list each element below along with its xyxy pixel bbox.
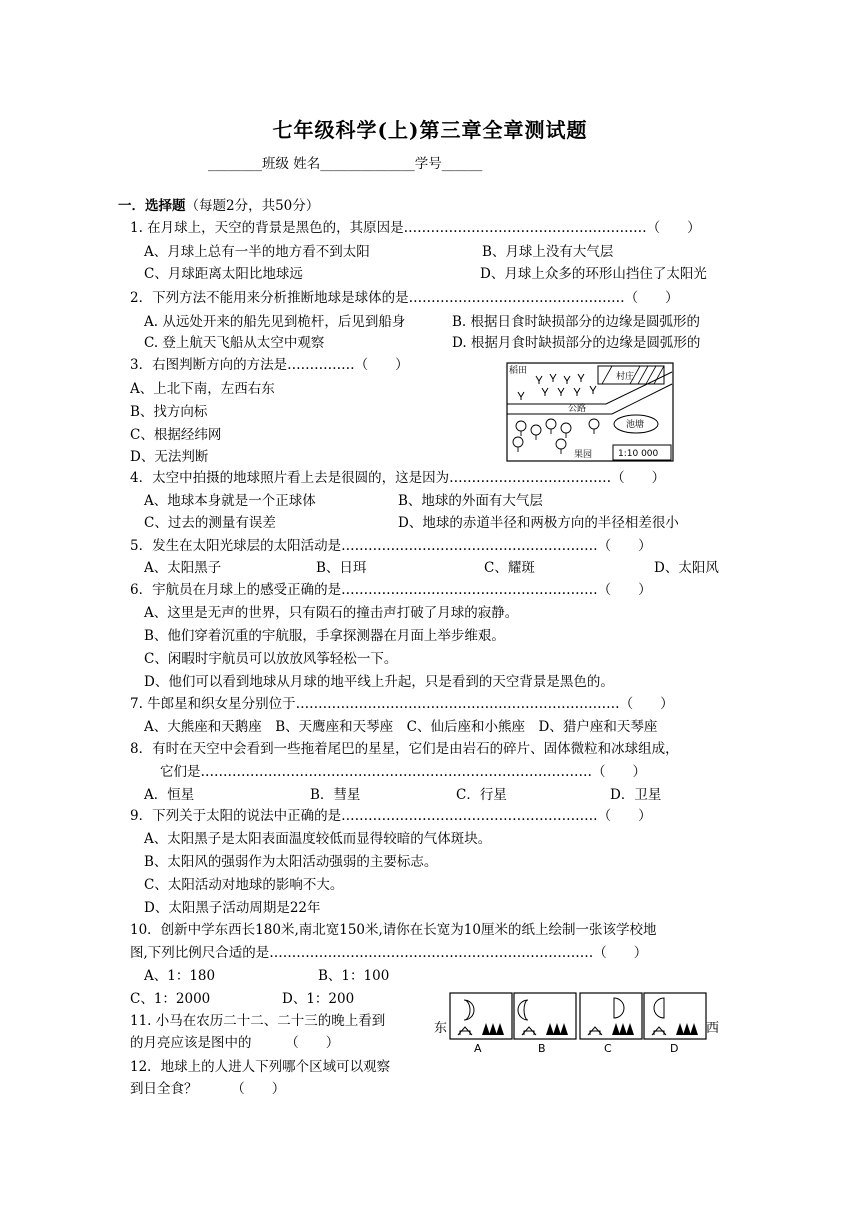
- q5-option-c: C、耀斑: [484, 560, 535, 576]
- section-heading: [118, 197, 319, 215]
- q4-option-a: A、地球本身就是一个正球体: [144, 493, 316, 509]
- label-west: 西: [706, 1021, 720, 1036]
- q3-option-a: A、上北下南，左西右东: [130, 381, 275, 397]
- q4-option-c: C、过去的测量有误差: [144, 515, 276, 531]
- q3-option-b: B、找方向标: [130, 404, 208, 420]
- q5-option-d: D、太阳风: [654, 560, 719, 576]
- q6-option-d: D、他们可以看到地球从月球的地平线上升起，只是看到的天空背景是黑色的。: [144, 674, 614, 690]
- map-figure: [506, 362, 674, 462]
- q1-option-b: B、月球上没有大气层: [482, 244, 614, 260]
- q3-option-c: C、根据经纬网: [130, 427, 222, 443]
- moon-panel-d: [644, 993, 706, 1055]
- q10-option-d: D、1：200: [282, 991, 355, 1007]
- moon-panel-b: [514, 993, 576, 1055]
- question-12: 12．地球上的人进人下列哪个区域可以观察: [130, 1059, 391, 1075]
- question-7: 7. 牛郎星和织女星分别位于………………………………………………………………（ ）: [130, 696, 674, 712]
- question-9: 9．下列关于太阳的说法中正确的是…………………………………………………（ ）: [130, 808, 652, 824]
- question-11: 11. 小马在农历二十二、二十三的晚上看到: [130, 1013, 386, 1029]
- panel-label-b: B: [538, 1042, 546, 1055]
- question-12-cont: 到日全食？ （ ）: [130, 1081, 286, 1097]
- q2-option-a: A. 从远处开来的船先见到桅杆，后见到船身: [144, 314, 406, 330]
- question-5: 5．发生在太阳光球层的太阳活动是…………………………………………………（ ）: [130, 538, 652, 554]
- moon-panel-c: [580, 993, 642, 1055]
- map-label-pond: 池塘: [626, 420, 645, 430]
- question-8-cont: 它们是……………………………………………………………………………（ ）: [160, 764, 646, 780]
- q1-option-d: D、月球上众多的环形山挡住了太阳光: [480, 266, 707, 282]
- q3-option-d: D、无法判断: [130, 449, 209, 465]
- q4-option-b: B、地球的外面有大气层: [398, 493, 543, 509]
- question-2: 2．下列方法不能用来分析推断地球是球体的是…………………………………………（ ）: [130, 290, 679, 306]
- q8-option-c: C．行星: [456, 787, 507, 803]
- q2-option-d: D. 根据月食时缺损部分的边缘是圆弧形的: [452, 335, 701, 351]
- q5-option-b: B、日珥: [316, 560, 367, 576]
- q1-option-c: C、月球距离太阳比地球远: [144, 266, 303, 282]
- q2-option-b: B. 根据日食时缺损部分的边缘是圆弧形的: [452, 314, 701, 330]
- question-3: 3．右图判断方向的方法是……………（ ）: [130, 357, 409, 373]
- moon-phase-figure: [434, 990, 730, 1056]
- question-4: 4．太空中拍摄的地球照片看上去是很圆的，这是因为………………………………（ ）: [130, 470, 666, 486]
- moon-panel-a: [450, 993, 512, 1055]
- question-6: 6．宇航员在月球上的感受正确的是…………………………………………………（ ）: [130, 582, 652, 598]
- q8-option-b: B．彗星: [310, 787, 361, 803]
- map-scale: 1:10 000: [618, 449, 659, 459]
- q2-option-c: C. 登上航天飞船从太空中观察: [144, 335, 325, 351]
- panel-label-d: D: [670, 1042, 679, 1055]
- q10-option-c: C、1：2000: [130, 991, 211, 1007]
- q9-option-b: B、太阳风的强弱作为太阳活动强弱的主要标志。: [144, 854, 438, 870]
- section-note: （每题2分，共50分）: [185, 198, 320, 214]
- q9-option-d: D、太阳黑子活动周期是22年: [144, 900, 321, 916]
- panel-label-a: A: [474, 1042, 482, 1055]
- map-label-road: 公路: [568, 404, 587, 414]
- q6-option-a: A、这里是无声的世界，只有陨石的撞击声打破了月球的寂静。: [144, 605, 519, 621]
- q6-option-c: C、闲暇时宇航员可以放放风筝轻松一下。: [144, 651, 398, 667]
- q7-options: A、大熊座和天鹅座 B、天鹰座和天琴座 C、仙后座和小熊座 D、猎户座和天琴座: [144, 719, 658, 735]
- q8-option-d: D．卫星: [610, 787, 662, 803]
- q10-option-a: A、1：180: [144, 968, 216, 984]
- question-10-cont: 图,下列比例尺合适的是………………………………………………………………（ ）: [130, 945, 648, 961]
- q9-option-c: C、太阳活动对地球的影响不大。: [144, 877, 344, 893]
- q10-option-b: B、1：100: [318, 968, 390, 984]
- question-8: 8．有时在天空中会看到一些拖着尾巴的星星，它们是由岩石的碎片、固体微粒和冰球组成，: [130, 741, 679, 757]
- q8-option-a: A．恒星: [144, 787, 195, 803]
- q6-option-b: B、他们穿着沉重的宇航服，手拿探测器在月面上举步维艰。: [144, 628, 505, 644]
- map-label-orchard: 果园: [574, 450, 593, 460]
- question-1: 1. 在月球上，天空的背景是黑色的，其原因是………………………………………………（ ）: [130, 220, 701, 236]
- q5-option-a: A、太阳黑子: [144, 560, 222, 576]
- map-label-village: 村庄: [616, 372, 635, 382]
- q9-option-a: A、太阳黑子是太阳表面温度较低而显得较暗的气体斑块。: [144, 831, 492, 847]
- q1-option-a: A、月球上总有一半的地方看不到太阳: [144, 244, 370, 260]
- page-title: 七年级科学(上)第三章全章测试题: [272, 118, 588, 142]
- label-east: 东: [434, 1021, 448, 1036]
- question-10: 10．创新中学东西长180米,南北宽150米,请你在长宽为10厘米的纸上绘制一张该学校地: [130, 922, 657, 938]
- header-line: ________班级 姓名______________学号______: [208, 156, 483, 172]
- section-title: 一．选择题: [118, 198, 186, 214]
- panel-label-c: C: [604, 1042, 612, 1055]
- map-label-rice: 稻田: [509, 366, 528, 376]
- question-11-cont: 的月亮应该是图中的 （ ）: [130, 1035, 340, 1051]
- q4-option-d: D、地球的赤道半径和两极方向的半径相差很小: [398, 515, 679, 531]
